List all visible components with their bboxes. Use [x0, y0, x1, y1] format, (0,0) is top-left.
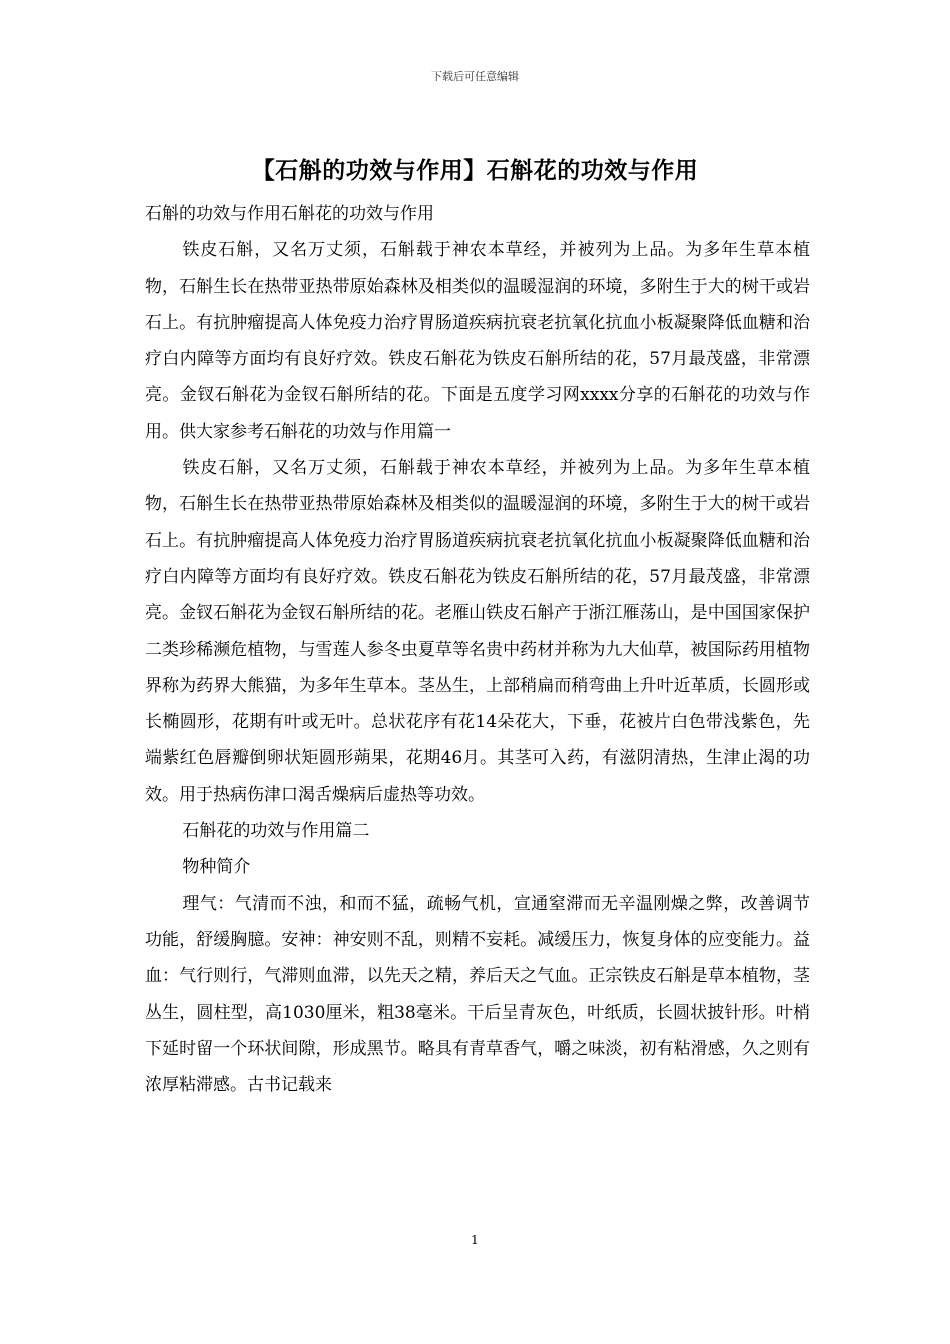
document-body: [145, 196, 810, 1103]
paragraph-intro: 铁皮石斛，又名万丈须，石斛载于神农本草经，并被列为上品。为多年生草本植物，石斛生长在热带亚热带原始森林及相类似的温暖湿润的环境，多附生于大的树干或岩石上。有抗肿瘤提高人体免疫力治疗胃肠道疾病抗衰老抗氧化抗血小板凝聚降低血糖和治疗白内障等方面均有良好疗效。铁皮石斛花为铁皮石斛所结的花，57月最茂盛，非常漂亮。金钗石斛花为金钗石斛所结的花。下面是五度学习网xxxx分享的石斛花的功效与作用。供大家参考石斛花的功效与作用篇一: [145, 240, 810, 442]
section-heading-species: 物种简介: [182, 857, 251, 878]
paragraph-section-one: 铁皮石斛，又名万丈须，石斛载于神农本草经，并被列为上品。为多年生草本植物，石斛生长在热带亚热带原始森林及相类似的温暖湿润的环境，多附生于大的树干或岩石上。有抗肿瘤提高人体免疫力治疗胃肠道疾病抗衰老抗氧化抗血小板凝聚降低血糖和治疗白内障等方面均有良好疗效。铁皮石斛花为铁皮石斛所结的花，57月最茂盛，非常漂亮。金钗石斛花为金钗石斛所结的花。老雁山铁皮石斛产于浙江雁荡山，是中国国家保护二类珍稀濒危植物，与雪莲人参冬虫夏草等名贵中药材并称为九大仙草，被国际药用植物界称为药界大熊猫，为多年生草本。茎丛生，上部稍扁而稍弯曲上升叶近革质，长圆形或长椭圆形，花期有叶或无叶。总状花序有花14朵花大，下垂，花被片白色带浅紫色，先端紫红色唇瓣倒卵状矩圆形蒴果，花期46月。其茎可入药，有滋阴清热，生津止渴的功效。用于热病伤津口渴舌燥病后虚热等功效。: [145, 458, 810, 805]
subtitle-line: 石斛的功效与作用石斛花的功效与作用: [145, 204, 434, 224]
document-title: 【石斛的功效与作用】石斛花的功效与作用: [251, 157, 699, 184]
section-heading-two: 石斛花的功效与作用篇二: [182, 821, 370, 842]
header-note: 下载后可任意编辑: [431, 70, 519, 83]
paragraph-species: 理气：气清而不浊，和而不猛，疏畅气机，宣通窒滞而无辛温刚燥之弊，改善调节功能，舒缓胸臆。安神：神安则不乱，则精不妄耗。减缓压力，恢复身体的应变能力。益血：气行则行，气滞则血滞，以先天之精，养后天之气血。正宗铁皮石斛是草本植物，茎丛生，圆柱型，高1030厘米，粗38毫米。干后呈青灰色，叶纸质，长圆状披针形。叶梢下延时留一个环状间隙，形成黑节。略具有青草香气，嚼之味淡，初有粘滑感，久之则有浓厚粘滞感。古书记载来: [145, 893, 810, 1096]
page-number: 1: [471, 1233, 479, 1247]
